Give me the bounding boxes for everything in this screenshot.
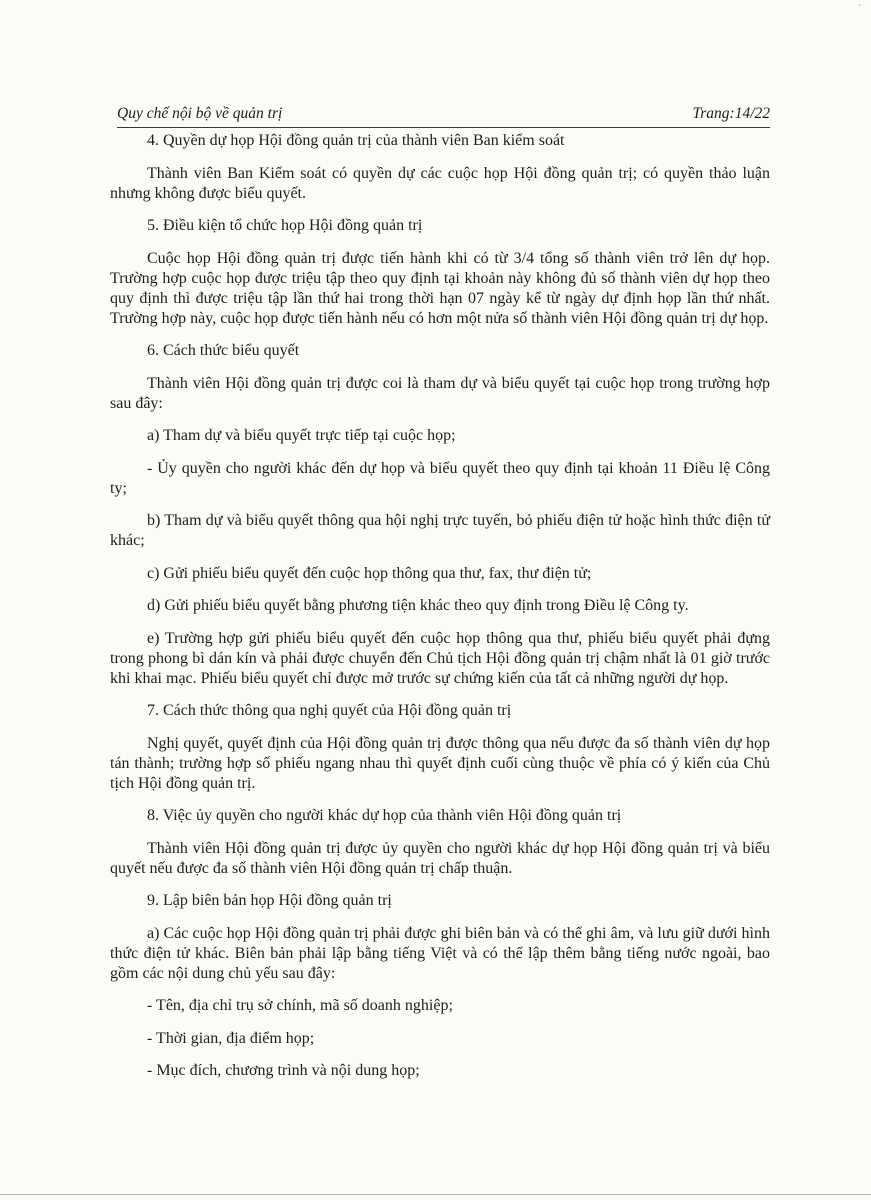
scan-speck: ˋ [858,4,862,15]
list-item: - Tên, địa chỉ trụ sở chính, mã số doanh nghiệp; [147,997,453,1014]
section-heading: 5. Điều kiện tổ chức họp Hội đồng quản trị [147,217,423,234]
paragraph: Thành viên Hội đồng quản trị được coi là tham dự và biểu quyết tại cuộc họp trong trường hợp sau đây: [110,374,770,412]
list-item: - Ủy quyền cho người khác đến dự họp và biểu quyết theo quy định tại khoản 11 Điều lệ Công ty; [110,459,770,497]
list-item: a) Các cuộc họp Hội đồng quản trị phải được ghi biên bản và có thể ghi âm, và lưu giữ dưới hình thức điện tử khác. Biên bản phải lập bằng tiếng Việt và có thể lập thêm bằng tiếng nước ngoài, bao gồm các nội dung chủ yếu sau đây: [110,924,770,982]
scan-edge-line [0,1194,871,1195]
list-item: c) Gửi phiếu biểu quyết đến cuộc họp thông qua thư, fax, thư điện tử; [147,564,592,582]
section-heading: 6. Cách thức biểu quyết [147,342,300,359]
list-item: a) Tham dự và biểu quyết trực tiếp tại cuộc họp; [147,427,456,444]
section-heading: 8. Việc ủy quyền cho người khác dự họp của thành viên Hội đồng quản trị [147,807,622,824]
list-item: d) Gửi phiếu biểu quyết bằng phương tiện khác theo quy định trong Điều lệ Công ty. [147,597,689,614]
page-number: Trang:14/22 [692,105,770,122]
paragraph: Cuộc họp Hội đồng quản trị được tiến hành khi có từ 3/4 tổng số thành viên trở lên dự họp. Trường hợp cuộc họp được triệu tập theo quy định tại khoản này không đủ số thành viên dự họp theo quy định thì được triệu tập lần thứ hai trong thời hạn 07 ngày kể từ ngày dự định họp lần thứ nhất. Trường hợp này, cuộc họp được tiến hành nếu có hơn một nửa số thành viên Hội đồng quản trị dự họp. [110,249,770,327]
document-body [110,131,770,1094]
list-item: - Thời gian, địa điểm họp; [147,1029,315,1047]
section-heading: 4. Quyền dự họp Hội đồng quản trị của thành viên Ban kiểm soát [147,132,565,149]
paragraph: Thành viên Hội đồng quản trị được ủy quyền cho người khác dự họp Hội đồng quản trị và biểu quyết nếu được đa số thành viên Hội đồng quản trị chấp thuận. [110,839,770,877]
list-item: - Mục đích, chương trình và nội dung họp; [147,1062,420,1079]
section-heading: 7. Cách thức thông qua nghị quyết của Hội đồng quản trị [147,702,512,719]
section-heading: 9. Lập biên bản họp Hội đồng quản trị [147,892,392,909]
list-item: b) Tham dự và biểu quyết thông qua hội nghị trực tuyến, bỏ phiếu điện tử hoặc hình thức điện tử khác; [110,512,770,549]
page-header [117,103,770,128]
paragraph: Thành viên Ban Kiểm soát có quyền dự các cuộc họp Hội đồng quản trị; có quyền thảo luận nhưng không được biểu quyết. [110,164,770,202]
document-title: Quy chế nội bộ về quản trị [117,105,283,122]
list-item: e) Trường hợp gửi phiếu biểu quyết đến cuộc họp thông qua thư, phiếu biểu quyết phải đựng trong phong bì dán kín và phải được chuyển đến Chủ tịch Hội đồng quản trị chậm nhất là 01 giờ trước khi khai mạc. Phiếu biểu quyết chỉ được mở trước sự chứng kiến của tất cả những người dự họp. [110,629,770,687]
paragraph: Nghị quyết, quyết định của Hội đồng quản trị được thông qua nếu được đa số thành viên dự họp tán thành; trường hợp số phiếu ngang nhau thì quyết định cuối cùng thuộc về phía có ý kiến của Chủ tịch Hội đồng quản trị. [110,734,770,792]
